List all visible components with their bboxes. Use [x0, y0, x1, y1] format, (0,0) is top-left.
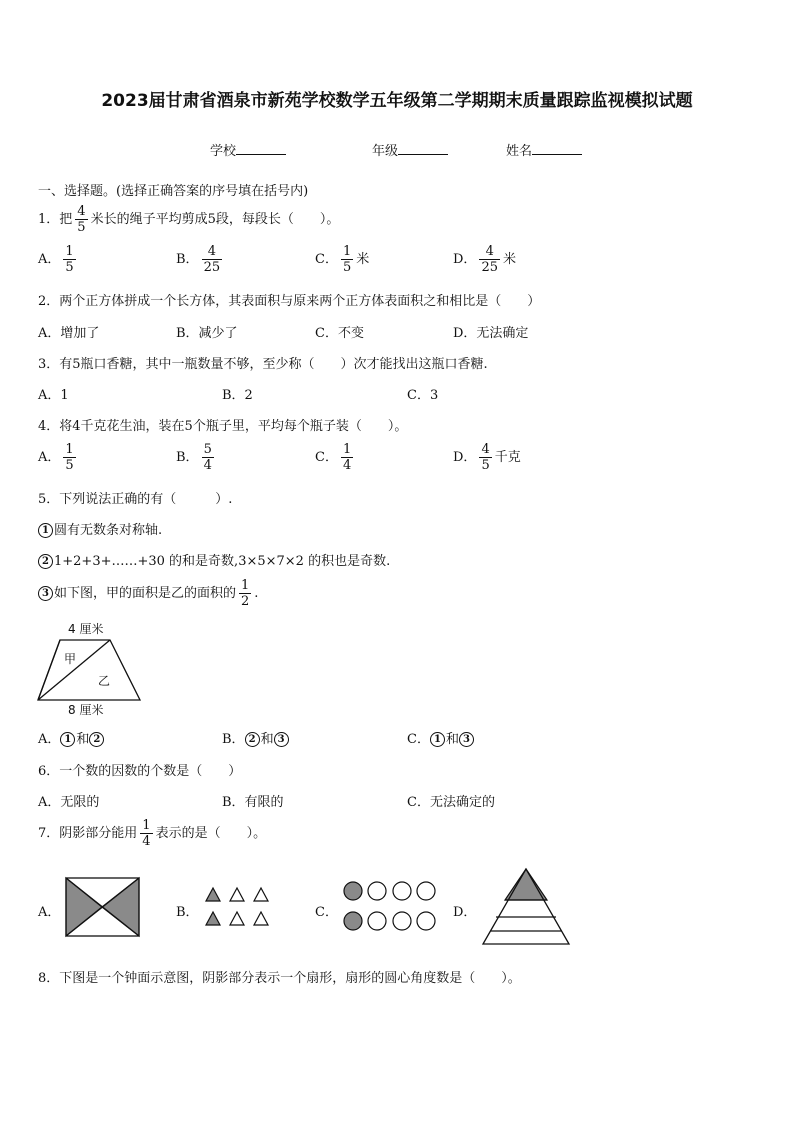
question-6: 6．一个数的因数的个数是（ ）: [38, 764, 242, 779]
trapezoid-part-a: 甲: [64, 652, 77, 666]
q7-option-c: C．: [315, 905, 338, 920]
q7-option-d: D．: [453, 905, 477, 920]
q6-option-a: A．无限的: [38, 795, 100, 810]
q6-option-c: C．无法确定的: [407, 795, 495, 810]
q4-option-b: B． $\frac{5}{4}$: [176, 442, 212, 473]
q3-option-b: B．2: [222, 388, 253, 403]
question-1: 1．把 $\frac{4}{5}$ 米长的绳子平均剪成5段，每段长（ ）。: [38, 204, 340, 235]
q5-statement-2: 2 1+2+3+……+30 的和是奇数,3×5×7×2 的积也是奇数.: [38, 550, 390, 569]
q7-figure-d: [483, 869, 569, 944]
q7-option-a: A．: [38, 905, 61, 920]
question-5: 5．下列说法正确的有（ ）.: [38, 492, 233, 507]
q7-figure-b: [206, 888, 268, 925]
q4-option-c: C． $\frac{1}{4}$: [315, 442, 352, 473]
q7-option-b: B．: [176, 905, 199, 920]
name-field: 姓名: [506, 140, 582, 159]
q2-option-b: B．减少了: [176, 326, 238, 341]
q7-figure-c: [344, 882, 435, 930]
q3-option-c: C．3: [407, 388, 439, 403]
q1-option-a: A． $\frac{1}{5}$: [38, 244, 74, 275]
q4-option-a: A． $\frac{1}{5}$: [38, 442, 74, 473]
q6-option-b: B．有限的: [222, 795, 284, 810]
trapezoid-top-label: 4 厘米: [68, 622, 104, 636]
q1-option-c: C． $\frac{1}{5}$ 米: [315, 244, 370, 275]
q3-option-a: A．1: [38, 388, 69, 403]
q5-option-a: A． 1 和 2: [38, 728, 105, 747]
grade-field: 年级: [372, 140, 448, 159]
question-2: 2．两个正方体拼成一个长方体，其表面积与原来两个正方体表面积之和相比是（ ）: [38, 294, 541, 309]
section-heading: 一、选择题。(选择正确答案的序号填在括号内): [38, 184, 309, 199]
trapezoid-bottom-label: 8 厘米: [68, 703, 104, 717]
q7-figure-a: [66, 878, 139, 936]
trapezoid-part-b: 乙: [98, 674, 111, 688]
q2-option-c: C．不变: [315, 326, 364, 341]
q1-option-b: B． $\frac{4}{25}$: [176, 244, 221, 275]
q5-statement-3: 3 如下图，甲的面积是乙的面积的 $\frac{1}{2}$ .: [38, 578, 258, 609]
q5-statement-1: 1 圆有无数条对称轴.: [38, 519, 162, 538]
question-7: 7．阴影部分能用 $\frac{1}{4}$ 表示的是（ ）。: [38, 818, 267, 849]
question-3: 3．有5瓶口香糖，其中一瓶数量不够，至少称（ ）次才能找出这瓶口香糖.: [38, 357, 488, 372]
q2-option-d: D．无法确定: [453, 326, 529, 341]
q2-option-a: A．增加了: [38, 326, 100, 341]
page-title: 2023届甘肃省酒泉市新苑学校数学五年级第二学期期末质量跟踪监视模拟试题: [101, 91, 693, 111]
question-8: 8．下图是一个钟面示意图，阴影部分表示一个扇形，扇形的圆心角度数是（ ）。: [38, 971, 521, 986]
q5-option-c: C． 1 和 3: [407, 728, 475, 747]
question-4: 4．将4千克花生油，装在5个瓶子里，平均每个瓶子装（ ）。: [38, 419, 408, 434]
q5-option-b: B． 2 和 3: [222, 728, 290, 747]
q1-option-d: D． $\frac{4}{25}$ 米: [453, 244, 516, 275]
school-field: 学校: [210, 140, 286, 159]
q4-option-d: D． $\frac{4}{5}$ 千克: [453, 442, 521, 473]
